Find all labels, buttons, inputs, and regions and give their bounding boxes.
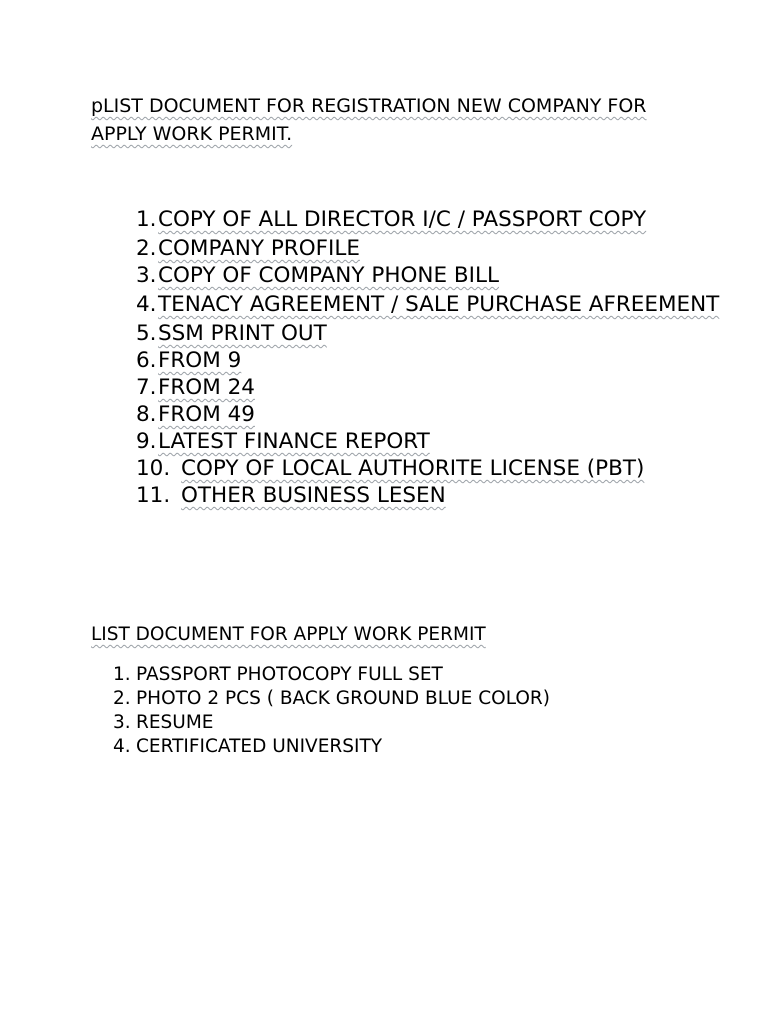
item-text: RESUME (136, 712, 214, 733)
item-text: SSM PRINT OUT (158, 321, 327, 346)
item-text: TENACY AGREEMENT / SALE PURCHASE AFREEMENT (158, 292, 720, 317)
item-number: 4. (113, 736, 131, 757)
item-number: 6. (136, 348, 157, 373)
item-number: 3. (113, 712, 131, 733)
list-item (136, 401, 736, 428)
item-text: LATEST FINANCE REPORT (158, 429, 430, 454)
list-item (113, 687, 673, 711)
item-text: FROM 49 (158, 402, 255, 427)
section-heading (91, 623, 486, 647)
item-number: 2. (113, 688, 131, 709)
list-item (136, 320, 736, 347)
list-item (136, 262, 736, 289)
item-text: COMPANY PROFILE (158, 236, 360, 261)
list-item (136, 289, 736, 320)
list-item (136, 204, 736, 235)
item-number: 1. (113, 664, 131, 685)
document-title (91, 92, 701, 148)
list-item (136, 428, 736, 455)
item-number: 2. (136, 236, 157, 261)
document-title-text: pLIST DOCUMENT FOR REGISTRATION NEW COMPANY FOR APPLY WORK PERMIT. (91, 95, 647, 145)
list-item (136, 455, 736, 482)
item-number: 7. (136, 375, 157, 400)
item-text: CERTIFICATED UNIVERSITY (136, 736, 383, 757)
item-number: 4. (136, 292, 157, 317)
item-text: PHOTO 2 PCS ( BACK GROUND BLUE COLOR) (136, 688, 550, 709)
item-text: COPY OF LOCAL AUTHORITE LICENSE (PBT) (181, 456, 645, 481)
item-number: 8. (136, 402, 157, 427)
item-text: FROM 9 (158, 348, 242, 373)
item-number: 10. (136, 456, 171, 481)
list-item (136, 374, 736, 401)
work-permit-list (113, 663, 673, 759)
item-text: PASSPORT PHOTOCOPY FULL SET (136, 664, 443, 685)
list-item (136, 235, 736, 262)
item-text: COPY OF ALL DIRECTOR I/C / PASSPORT COPY (158, 207, 647, 232)
item-number: 11. (136, 483, 171, 508)
item-text: COPY OF COMPANY PHONE BILL (158, 263, 499, 288)
item-text: OTHER BUSINESS LESEN (181, 483, 446, 508)
item-number: 5. (136, 321, 157, 346)
item-number: 1. (136, 207, 157, 232)
list-item (136, 347, 736, 374)
company-registration-list (136, 204, 736, 509)
item-number: 3. (136, 263, 157, 288)
section-heading-text: LIST DOCUMENT FOR APPLY WORK PERMIT (91, 624, 486, 645)
list-item (136, 482, 736, 509)
item-text: FROM 24 (158, 375, 255, 400)
list-item (113, 735, 673, 759)
item-number: 9. (136, 429, 157, 454)
list-item (113, 711, 673, 735)
list-item (113, 663, 673, 687)
